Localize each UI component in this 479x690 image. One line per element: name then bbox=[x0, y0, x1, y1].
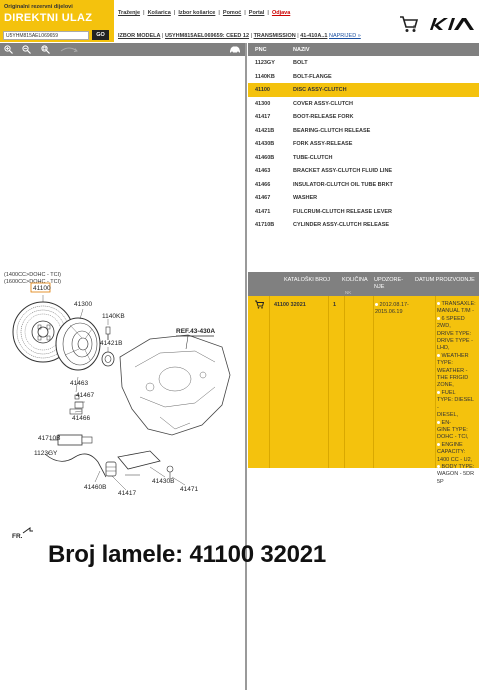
menu-search[interactable]: Traženje bbox=[118, 10, 141, 16]
menu-cart-select[interactable]: Izbor košarice bbox=[178, 10, 216, 16]
description-line: ZONE, bbox=[437, 382, 454, 389]
parts-row-pnc: 1123GY bbox=[255, 60, 275, 66]
parts-row-name: BOOT-RELEASE FORK bbox=[293, 114, 354, 120]
description-line: BODY TYPE: bbox=[437, 464, 477, 471]
breadcrumb: IZBOR MODELA | U5YHM815AEL069659: CEED 12 | TRANSMISSION | 41-410A..1 NAPRIJED » bbox=[118, 33, 361, 39]
parts-row-pnc: 41471 bbox=[255, 208, 271, 215]
bolt-flange-drawing[interactable] bbox=[106, 327, 110, 340]
parts-row-name: BEARING-CLUTCH RELEASE bbox=[293, 127, 371, 134]
kia-logo bbox=[428, 16, 476, 32]
label-41463[interactable]: 41463 bbox=[70, 380, 89, 387]
description-line: WEATHER - bbox=[437, 367, 468, 374]
bullet-icon bbox=[437, 421, 440, 424]
parts-row-pnc: 41300 bbox=[255, 100, 271, 107]
label-41417[interactable]: 41417 bbox=[118, 490, 137, 497]
label-41466[interactable]: 41466 bbox=[72, 415, 91, 422]
header bbox=[0, 0, 479, 42]
parts-row-name: WASHER bbox=[293, 195, 318, 201]
cart-icon[interactable] bbox=[399, 15, 419, 33]
description-line: WAGON - 5DR bbox=[437, 471, 475, 478]
zoom-fit-icon[interactable] bbox=[41, 45, 50, 54]
vin-input[interactable] bbox=[3, 31, 89, 40]
label-41100[interactable]: 41100 bbox=[33, 285, 51, 292]
label-41430B[interactable]: 41430B bbox=[152, 478, 175, 485]
description-line: TYPE: DIESEL - bbox=[437, 397, 474, 411]
engine-note-2: (1600CC>DOHC - TCI) bbox=[4, 279, 61, 285]
label-41467[interactable]: 41467 bbox=[76, 392, 95, 399]
breadcrumb-model[interactable]: IZBOR MODELA bbox=[118, 33, 161, 39]
header-sub: NK bbox=[345, 290, 352, 295]
bullet-icon bbox=[437, 302, 440, 305]
label-41421B[interactable]: 41421B bbox=[100, 340, 123, 347]
date-to: 2015.06.19 bbox=[375, 309, 403, 315]
header-production-date: DATUM PROIZVODNJE bbox=[415, 277, 475, 283]
zoom-out-icon[interactable] bbox=[22, 45, 31, 54]
label-41300[interactable]: 41300 bbox=[74, 301, 93, 308]
parts-table-header bbox=[248, 43, 479, 56]
breadcrumb-vehicle[interactable]: U5YHM815AEL069659: CEED 12 bbox=[164, 33, 250, 39]
header-catalog-number: KATALOŠKI BROJ bbox=[284, 277, 330, 283]
description-line: CAPACITY: bbox=[437, 449, 466, 456]
parts-row[interactable] bbox=[248, 151, 479, 165]
description-line: MANUAL T/M - bbox=[437, 308, 474, 315]
parts-row-name: BOLT bbox=[293, 60, 308, 66]
brand-subtitle: Originalni rezervni dijelovi bbox=[4, 4, 73, 10]
parts-row[interactable] bbox=[248, 164, 479, 178]
description-line: 5P bbox=[437, 478, 444, 485]
description-line: DRIVE TYPE: bbox=[437, 330, 472, 337]
description-line: FUEL bbox=[437, 390, 477, 397]
catalog-description bbox=[437, 301, 477, 486]
bullet-icon bbox=[437, 443, 440, 446]
parts-row[interactable] bbox=[248, 97, 479, 111]
parts-row[interactable] bbox=[248, 178, 479, 192]
bullet-icon bbox=[437, 465, 440, 468]
parts-row-name: BOLT-FLANGE bbox=[293, 73, 332, 80]
exploded-view-drawing bbox=[0, 57, 245, 577]
car-icon[interactable] bbox=[229, 45, 241, 54]
label-41460B[interactable]: 41460B bbox=[84, 484, 107, 491]
header-pnc: PNC bbox=[255, 47, 267, 53]
bullet-icon bbox=[437, 317, 440, 320]
parts-row-name: INSULATOR-CLUTCH OIL TUBE BRKT bbox=[293, 181, 393, 188]
description-line: ENGINE bbox=[437, 442, 477, 449]
parts-row-name: DISC ASSY-CLUTCH bbox=[293, 87, 347, 93]
zoom-in-icon[interactable] bbox=[4, 45, 13, 54]
front-indicator: FR. bbox=[12, 533, 23, 540]
catalog-number[interactable]: 41100 32021 bbox=[274, 302, 306, 308]
description-line: THE FRIGID bbox=[437, 375, 469, 382]
parts-row-pnc: 41100 bbox=[255, 87, 270, 93]
clutch-cover-drawing[interactable] bbox=[56, 318, 100, 370]
date-from: 2012.08.17- bbox=[375, 302, 409, 308]
parts-row[interactable] bbox=[248, 110, 479, 124]
menu-portal[interactable]: Portal bbox=[248, 10, 265, 16]
description-line: DRIVE TYPE - bbox=[437, 338, 473, 345]
label-1123GY[interactable]: 1123GY bbox=[34, 450, 58, 457]
pane-divider[interactable] bbox=[245, 43, 247, 690]
label-41710B[interactable]: 41710B bbox=[38, 435, 61, 442]
parts-row[interactable] bbox=[248, 56, 479, 70]
menu-cart[interactable]: Košarica bbox=[147, 10, 171, 16]
description-line: 1400 CC - U2, bbox=[437, 456, 473, 463]
parts-row-name: CYLINDER ASSY-CLUTCH RELEASE bbox=[293, 222, 390, 228]
bullet-icon bbox=[437, 354, 440, 357]
description-line: TYPE: bbox=[437, 360, 453, 367]
parts-row-pnc: 41417 bbox=[255, 114, 271, 120]
go-button[interactable]: GO bbox=[92, 30, 109, 40]
front-arrow-icon bbox=[23, 528, 33, 533]
description-line: LHD, bbox=[437, 345, 450, 352]
parts-row-pnc: 41460B bbox=[255, 154, 275, 161]
label-41471[interactable]: 41471 bbox=[180, 486, 199, 493]
ref-label[interactable]: REF.43-430A bbox=[176, 328, 216, 335]
description-line: WEATHER bbox=[437, 353, 477, 360]
bullet-icon bbox=[437, 391, 440, 394]
top-menu: Traženje | Košarica | Izbor košarice | Pomoć | Portal | Odjava bbox=[118, 10, 291, 16]
parts-row-pnc: 41421B bbox=[255, 127, 275, 134]
engine-note-1: (1400CC>DOHC - TCI) bbox=[4, 272, 61, 278]
cart-count: 0 bbox=[413, 25, 416, 31]
parts-row[interactable] bbox=[248, 218, 479, 232]
description-line: DOHC - TCI, bbox=[437, 434, 469, 441]
parts-row[interactable] bbox=[248, 137, 479, 151]
breadcrumb-group[interactable]: TRANSMISSION bbox=[253, 33, 296, 39]
header-name: NAZIV bbox=[293, 47, 310, 53]
parts-row-pnc: 41467 bbox=[255, 195, 271, 201]
catalog-table bbox=[248, 272, 479, 485]
description-line: EN- bbox=[437, 420, 477, 427]
clutch-tube-drawing[interactable] bbox=[45, 454, 106, 477]
parts-row-pnc: 41430B bbox=[255, 141, 275, 147]
parts-row[interactable] bbox=[248, 191, 479, 205]
header-notes-1: UPOZORE- bbox=[374, 277, 404, 283]
description-line: TRANSAXLE: bbox=[437, 301, 477, 308]
catalog-quantity: 1 bbox=[333, 302, 337, 308]
catalog-table-header bbox=[248, 272, 479, 296]
description-line: GINE TYPE: bbox=[437, 426, 468, 433]
brand-panel bbox=[0, 0, 114, 42]
label-1140KB[interactable]: 1140KB bbox=[102, 313, 125, 320]
boot-drawing[interactable] bbox=[106, 462, 116, 476]
parts-row-pnc: 1140KB bbox=[255, 73, 275, 80]
menu-help[interactable]: Pomoć bbox=[222, 10, 242, 16]
description-line: DIESEL, bbox=[437, 412, 459, 419]
parts-row[interactable] bbox=[248, 124, 479, 138]
rotate-icon[interactable] bbox=[58, 45, 80, 54]
breadcrumb-subgroup[interactable]: 41-410A..1 bbox=[300, 33, 328, 39]
menu-logout[interactable]: Odjava bbox=[271, 10, 291, 16]
add-to-cart-icon[interactable] bbox=[254, 300, 264, 309]
parts-row-name: FORK ASSY-RELEASE bbox=[293, 141, 353, 147]
parts-table bbox=[248, 43, 479, 232]
caption-text: Broj lamele: 41100 32021 bbox=[48, 541, 327, 568]
catalog-row[interactable] bbox=[248, 296, 479, 485]
parts-row-name: COVER ASSY-CLUTCH bbox=[293, 100, 353, 107]
transaxle-housing-drawing bbox=[120, 335, 230, 435]
diagram-toolbar bbox=[0, 43, 245, 56]
description-line: 6 SPEED 2WD, bbox=[437, 315, 465, 330]
header-quantity: KOLIČINA bbox=[342, 277, 368, 283]
parts-row-name: FULCRUM-CLUTCH RELEASE LEVER bbox=[293, 208, 392, 215]
brand-title: DIREKTNI ULAZ bbox=[4, 12, 93, 24]
parts-row-name: TUBE-CLUTCH bbox=[293, 154, 333, 161]
parts-row[interactable] bbox=[248, 205, 479, 219]
parts-row-pnc: 41466 bbox=[255, 181, 271, 188]
parts-row-pnc: 41463 bbox=[255, 168, 271, 174]
parts-row[interactable] bbox=[248, 70, 479, 84]
release-bearing-drawing[interactable] bbox=[102, 352, 114, 366]
release-fork-drawing[interactable] bbox=[118, 451, 160, 475]
parts-row[interactable] bbox=[248, 83, 479, 97]
parts-row-pnc: 41710B bbox=[255, 222, 275, 228]
header-notes-2: NJE bbox=[374, 284, 385, 290]
breadcrumb-forward[interactable]: NAPRIJED » bbox=[328, 33, 361, 39]
parts-row-name: BRACKET ASSY-CLUTCH FLUID LINE bbox=[293, 168, 393, 174]
